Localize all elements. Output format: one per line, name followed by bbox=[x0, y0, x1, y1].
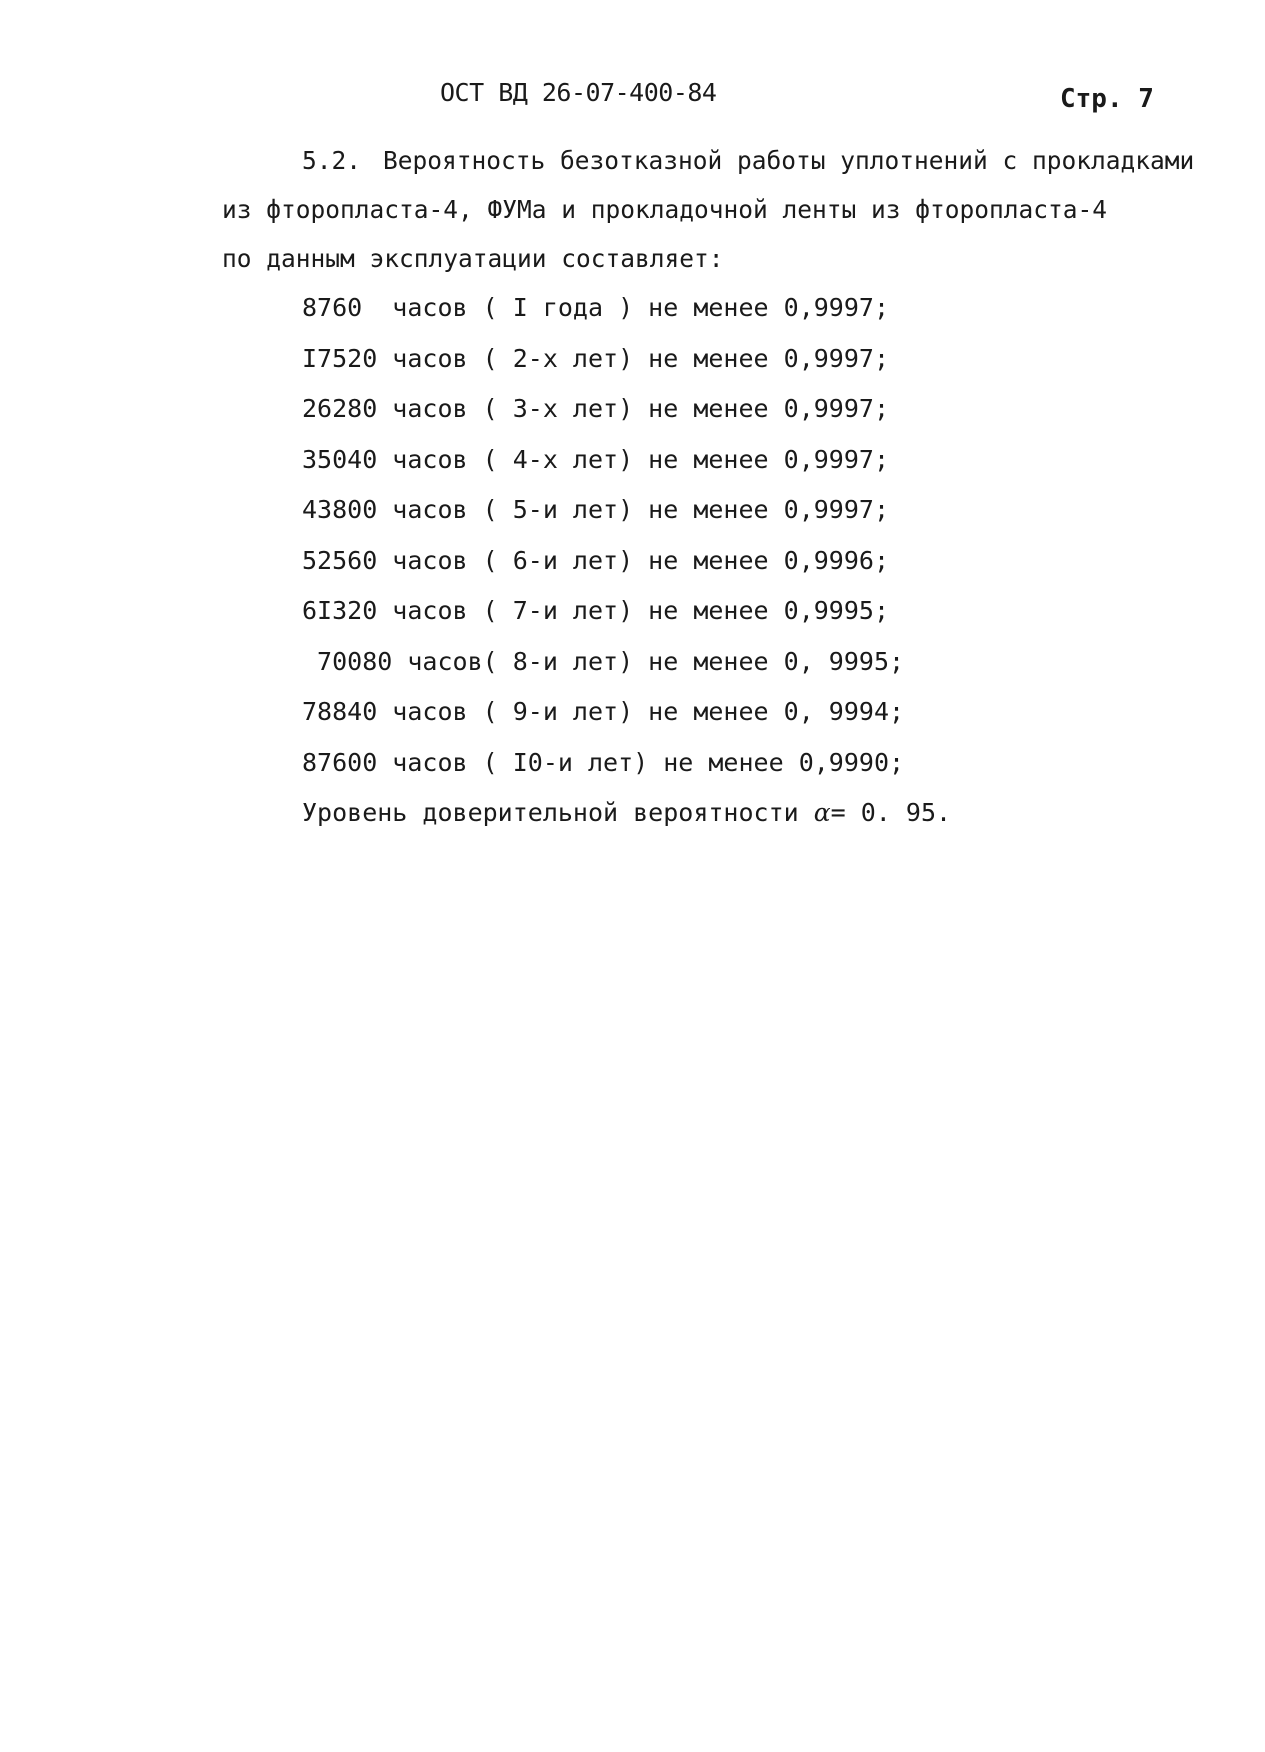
reliability-row: 52560 часов ( 6-и лет) не менее 0,9996; bbox=[302, 545, 889, 575]
reliability-row: 78840 часов ( 9-и лет) не менее 0, 9994; bbox=[302, 697, 905, 726]
reliability-list bbox=[302, 283, 951, 839]
reliability-row: I7520 часов ( 2-х лет) не менее 0,9997; bbox=[302, 343, 889, 373]
reliability-row: 70080 часов( 8-и лет) не менее 0, 9995; bbox=[302, 646, 905, 676]
confidence-symbol: α bbox=[813, 798, 831, 827]
paragraph-line-1 bbox=[222, 136, 1232, 185]
reliability-row: 43800 часов ( 5-и лет) не менее 0,9997; bbox=[302, 495, 889, 524]
page-number: Стр. 7 bbox=[1060, 84, 1154, 114]
reliability-row: 26280 часов ( 3-х лет) не менее 0,9997; bbox=[302, 394, 889, 423]
document-code: ОСТ ВД 26-07-400-84 bbox=[440, 78, 717, 107]
reliability-row: 35040 часов ( 4-х лет) не менее 0,9997; bbox=[302, 444, 889, 474]
confidence-value: = 0. 95. bbox=[830, 798, 952, 827]
section-number: 5.2. bbox=[302, 146, 362, 175]
section-paragraph bbox=[222, 136, 1232, 283]
paragraph-text-1: Вероятность безотказной работы уплотнений с прокладками bbox=[383, 146, 1195, 175]
confidence-prefix: Уровень доверительной вероятности bbox=[302, 798, 814, 827]
reliability-row: 8760 часов ( I года ) не менее 0,9997; bbox=[302, 293, 889, 322]
paragraph-line-2: из фторопласта-4, ФУМа и прокладочной ленты из фторопласта-4 bbox=[222, 195, 1108, 224]
paragraph-line-3: по данным эксплуатации составляет: bbox=[222, 244, 724, 273]
confidence-level bbox=[302, 788, 951, 839]
reliability-row: 6I320 часов ( 7-и лет) не менее 0,9995; bbox=[302, 596, 889, 625]
reliability-row: 87600 часов ( I0-и лет) не менее 0,9990; bbox=[302, 747, 905, 777]
